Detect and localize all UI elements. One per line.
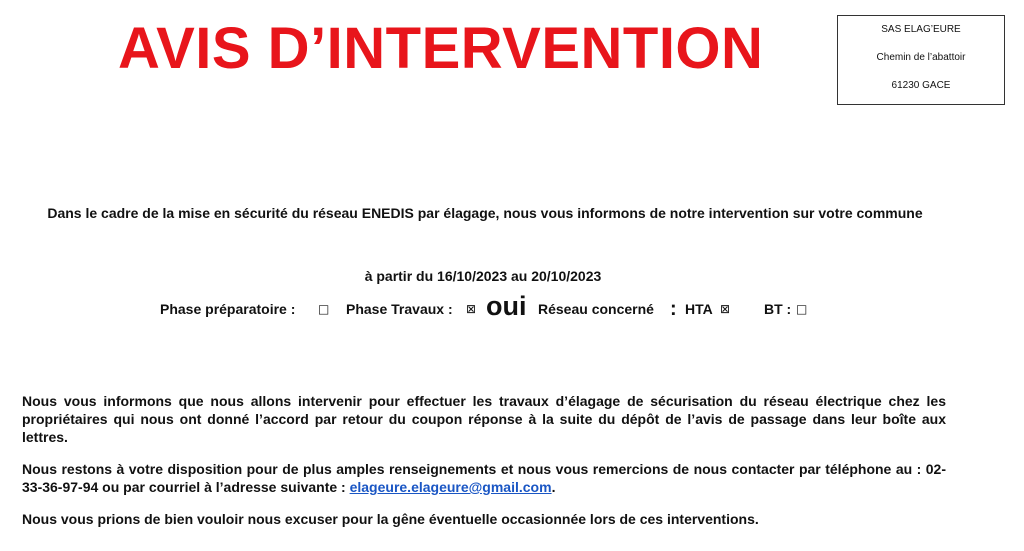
intervention-dates: à partir du 16/10/2023 au 20/10/2023 (364, 268, 602, 284)
contact-text: Nous restons à votre disposition pour de plus amples renseignements et nous vous remercions de nous contacter par téléphone au : 02-33-36-97-94 ou par courriel à l’adresse suivante : (22, 461, 946, 495)
preparatory-checkbox: □ (318, 302, 330, 316)
bt-label: BT : (764, 301, 792, 317)
works-answer: oui (486, 291, 527, 321)
address-box (837, 15, 1005, 105)
intro-text: Dans le cadre de la mise en sécurité du réseau ENEDIS par élagage, nous vous informons de notre intervention sur votre commune (47, 205, 923, 221)
preparatory-phase-label: Phase préparatoire : (160, 301, 296, 317)
paragraph-contact (22, 460, 946, 496)
network-label: Réseau concerné (538, 301, 654, 317)
email-link[interactable]: elageure.elageure@gmail.com (349, 479, 552, 495)
paragraph-apology: Nous vous prions de bien vouloir nous excuser pour la gêne éventuelle occasionnée lors de ces interventions. (22, 511, 759, 527)
notice-title: AVIS D’INTERVENTION (118, 16, 764, 81)
company-name: SAS ELAG’EURE (881, 24, 961, 35)
paragraph-intervention: Nous vous informons que nous allons intervenir pour effectuer les travaux d’élagage de sécurisation du réseau électrique chez les propriétaires qui nous ont donné l’accord par retour du coupon réponse à la suite du dépôt de l’avis de passage dans leur boîte aux lettres. (22, 393, 946, 445)
company-street: Chemin de l’abattoir (876, 52, 966, 63)
company-city: 61230 GACE (891, 80, 951, 91)
contact-end: . (551, 479, 556, 495)
works-checkbox: ⊠ (466, 302, 477, 316)
works-phase-label: Phase Travaux : (346, 301, 453, 317)
hta-checkbox: ⊠ (720, 302, 731, 316)
phase-line (160, 292, 860, 326)
bt-checkbox: □ (796, 302, 808, 316)
hta-label: HTA (685, 301, 713, 317)
network-colon: : (670, 298, 677, 320)
